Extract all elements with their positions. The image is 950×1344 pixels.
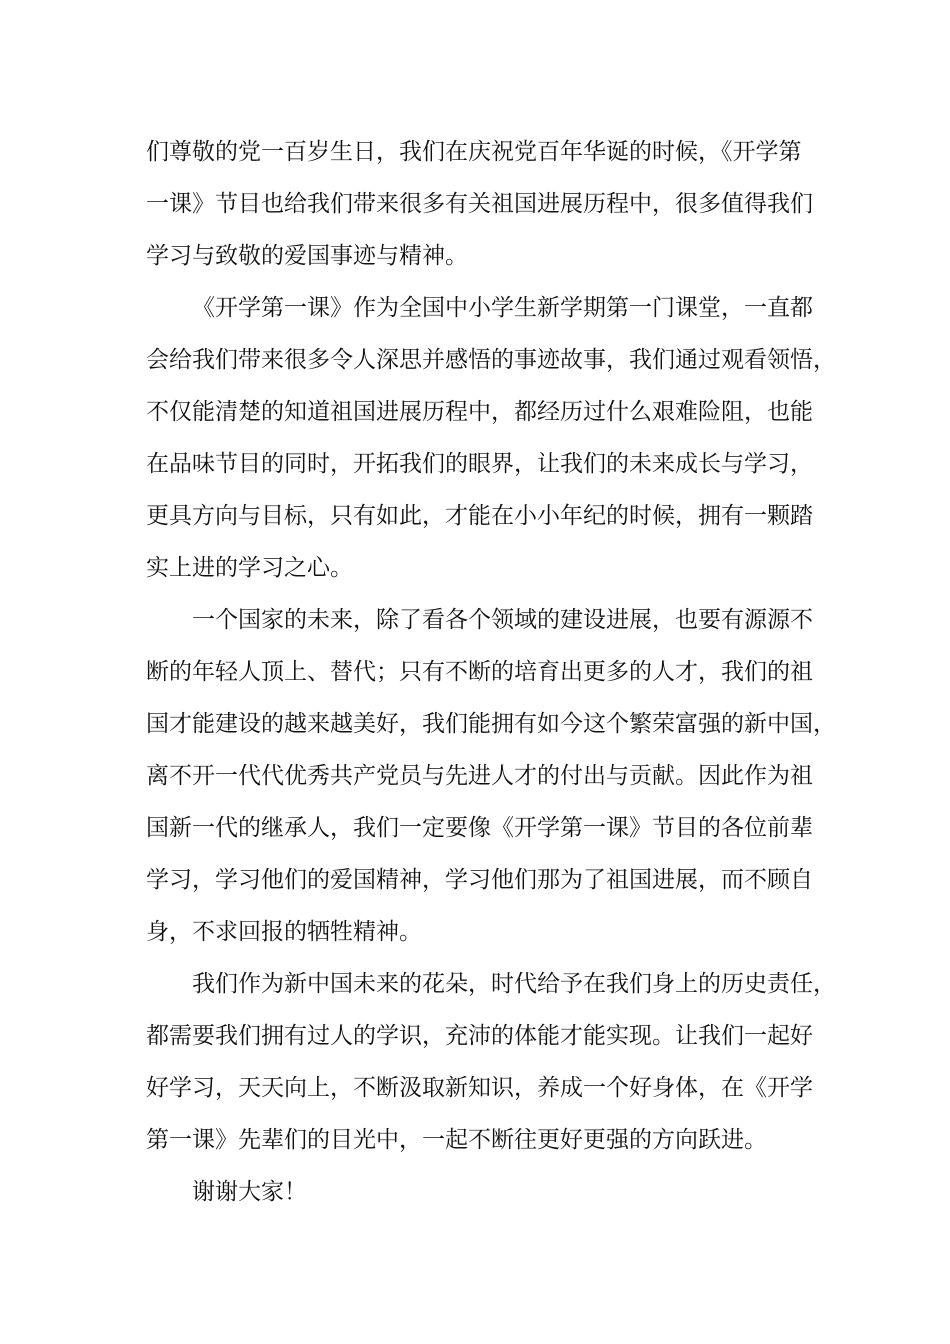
text-line: 离不开一代代优秀共产党员与先进人才的付出与贡献。因此作为祖 [146,763,813,789]
text-line: 实上进的学习之心。 [146,555,353,581]
text-line: 不仅能清楚的知道祖国进展历程中，都经历过什么艰难险阻，也能 [146,399,813,425]
text-line: 第一课》先辈们的目光中，一起不断往更好更强的方向跃进。 [146,1127,767,1153]
text-line: 学习，学习他们的爱国精神，学习他们那为了祖国进展，而不顾自 [146,867,813,893]
text-line: 好学习，天天向上，不断汲取新知识，养成一个好身体，在《开学 [146,1075,813,1101]
text-line: 更具方向与目标，只有如此，才能在小小年纪的时候，拥有一颗踏 [146,503,813,529]
text-line: 我们作为新中国未来的花朵，时代给予在我们身上的历史责任， [192,971,836,997]
text-line: 断的年轻人顶上、替代；只有不断的培育出更多的人才，我们的祖 [146,659,813,685]
text-line: 国新一代的继承人，我们一定要像《开学第一课》节目的各位前辈 [146,815,813,841]
text-line: 学习与致敬的爱国事迹与精神。 [146,243,468,269]
text-line: 一个国家的未来，除了看各个领域的建设进展，也要有源源不 [192,607,813,633]
text-line: 在品味节目的同时，开拓我们的眼界，让我们的未来成长与学习， [146,451,813,477]
text-line: 《开学第一课》作为全国中小学生新学期第一门课堂，一直都 [192,295,813,321]
text-line: 谢谢大家！ [192,1179,307,1205]
text-line: 一课》节目也给我们带来很多有关祖国进展历程中，很多值得我们 [146,191,813,217]
text-line: 身，不求回报的牺牲精神。 [146,919,422,945]
text-line: 国才能建设的越来越美好，我们能拥有如今这个繁荣富强的新中国， [146,711,836,737]
text-line: 们尊敬的党一百岁生日，我们在庆祝党百年华诞的时候，《开学第 [146,139,802,165]
text-line: 会给我们带来很多令人深思并感悟的事迹故事，我们通过观看领悟， [146,347,836,373]
text-line: 都需要我们拥有过人的学识，充沛的体能才能实现。让我们一起好 [146,1023,813,1049]
document-body [146,130,836,1222]
